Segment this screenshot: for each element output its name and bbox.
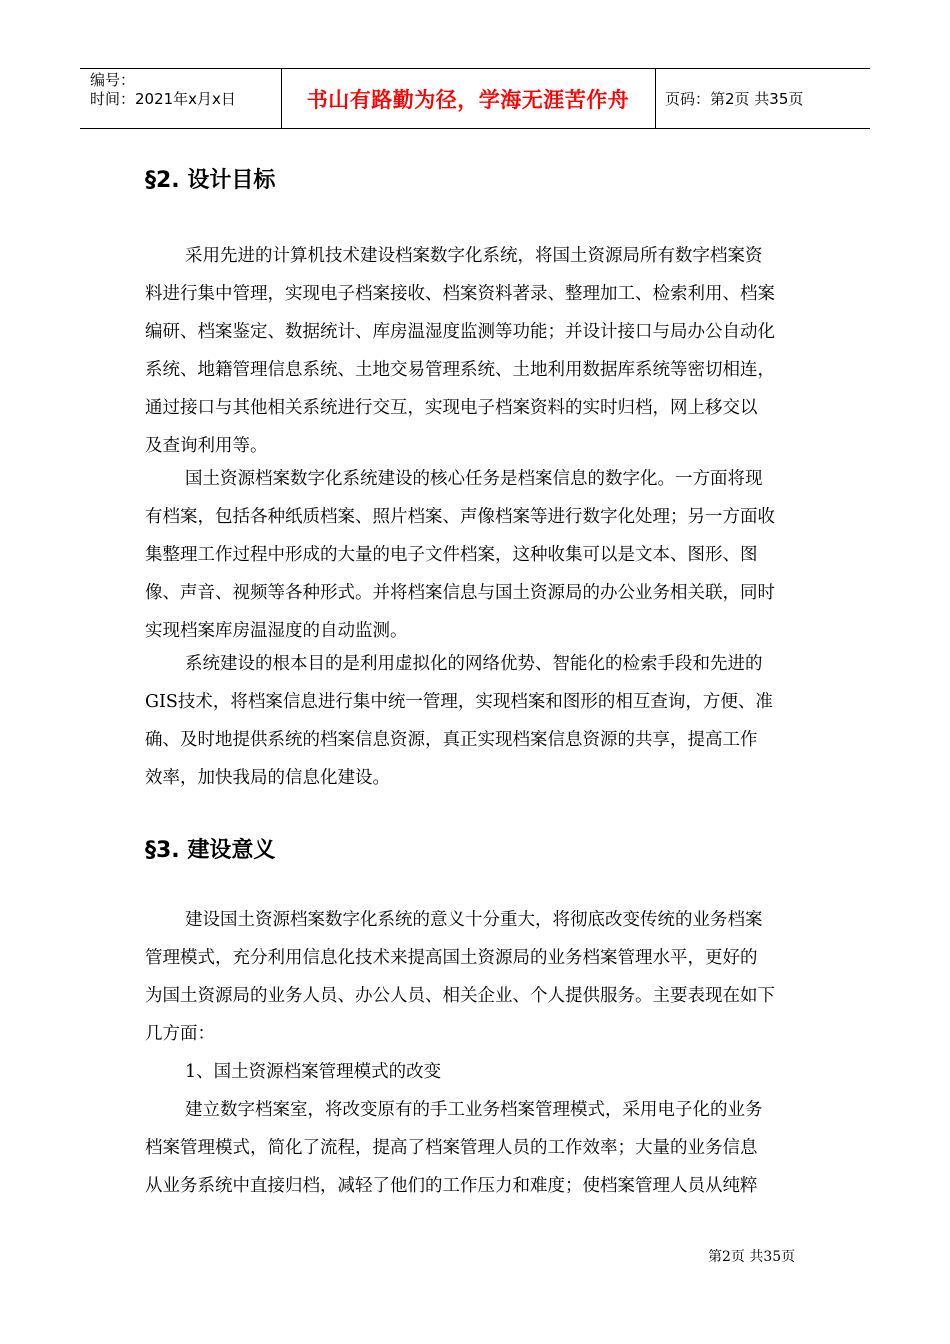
- text-line: 建立数字档案室，将改变原有的手工业务档案管理模式，采用电子化的业务: [185, 1100, 763, 1120]
- page-header: [80, 68, 870, 129]
- text-line: 实现档案库房温湿度的自动监测。: [145, 621, 408, 641]
- text-line: 编研、档案鉴定、数据统计、库房温湿度监测等功能；并设计接口与局办公自动化: [145, 322, 775, 342]
- text-line: 为国土资源局的业务人员、办公人员、相关企业、个人提供服务。主要表现在如下: [145, 986, 775, 1006]
- text-line: 及查询利用等。: [145, 436, 268, 456]
- text-line: 料进行集中管理，实现电子档案接收、档案资料著录、整理加工、检索利用、档案: [145, 284, 775, 304]
- header-divider: [655, 68, 656, 129]
- header-page-number: 页码：第2页 共35页: [665, 90, 804, 108]
- text-line: 档案管理模式，简化了流程，提高了档案管理人员的工作效率；大量的业务信息: [145, 1138, 758, 1158]
- text-line: 系统、地籍管理信息系统、土地交易管理系统、土地利用数据库系统等密切相连，: [145, 360, 775, 380]
- text-line: 集整理工作过程中形成的大量的电子文件档案，这种收集可以是文本、图形、图: [145, 545, 758, 565]
- document-number-label: 编号：: [90, 71, 136, 89]
- header-motto: 书山有路勤为径，学海无涯苦作舟: [306, 87, 630, 112]
- header-meta: [90, 71, 280, 109]
- text-line: 有档案，包括各种纸质档案、照片档案、声像档案等进行数字化处理；另一方面收: [145, 507, 775, 527]
- text-line: 几方面：: [145, 1024, 215, 1044]
- text-line: 像、声音、视频等各种形式。并将档案信息与国土资源局的办公业务相关联，同时: [145, 583, 775, 603]
- text-line: 国土资源档案数字化系统建设的核心任务是档案信息的数字化。一方面将现: [185, 469, 763, 489]
- text-line: 通过接口与其他相关系统进行交互，实现电子档案资料的实时归档，网上移交以: [145, 398, 758, 418]
- text-line: GIS技术，将档案信息进行集中统一管理，实现档案和图形的相互查询，方便、准: [145, 692, 773, 712]
- text-line: 管理模式，充分利用信息化技术来提高国土资源局的业务档案管理水平，更好的: [145, 948, 758, 968]
- text-line: 确、及时地提供系统的档案信息资源，真正实现档案信息资源的共享，提高工作: [145, 730, 758, 750]
- list-item: 1、国土资源档案管理模式的改变: [185, 1062, 442, 1082]
- text-line: 系统建设的根本目的是利用虚拟化的网络优势、智能化的检索手段和先进的: [185, 654, 763, 674]
- page-footer: 第2页 共35页: [708, 1249, 796, 1265]
- text-line: 采用先进的计算机技术建设档案数字化系统，将国土资源局所有数字档案资: [185, 246, 763, 266]
- section-heading: §2. 设计目标: [145, 168, 276, 193]
- text-line: 从业务系统中直接归档，减轻了他们的工作压力和难度；使档案管理人员从纯粹: [145, 1176, 758, 1196]
- section-heading: §3. 建设意义: [145, 838, 276, 863]
- text-line: 效率，加快我局的信息化建设。: [145, 768, 390, 788]
- document-time-label: 时间：2021年x月x日: [90, 90, 236, 108]
- text-line: 建设国土资源档案数字化系统的意义十分重大，将彻底改变传统的业务档案: [185, 910, 763, 930]
